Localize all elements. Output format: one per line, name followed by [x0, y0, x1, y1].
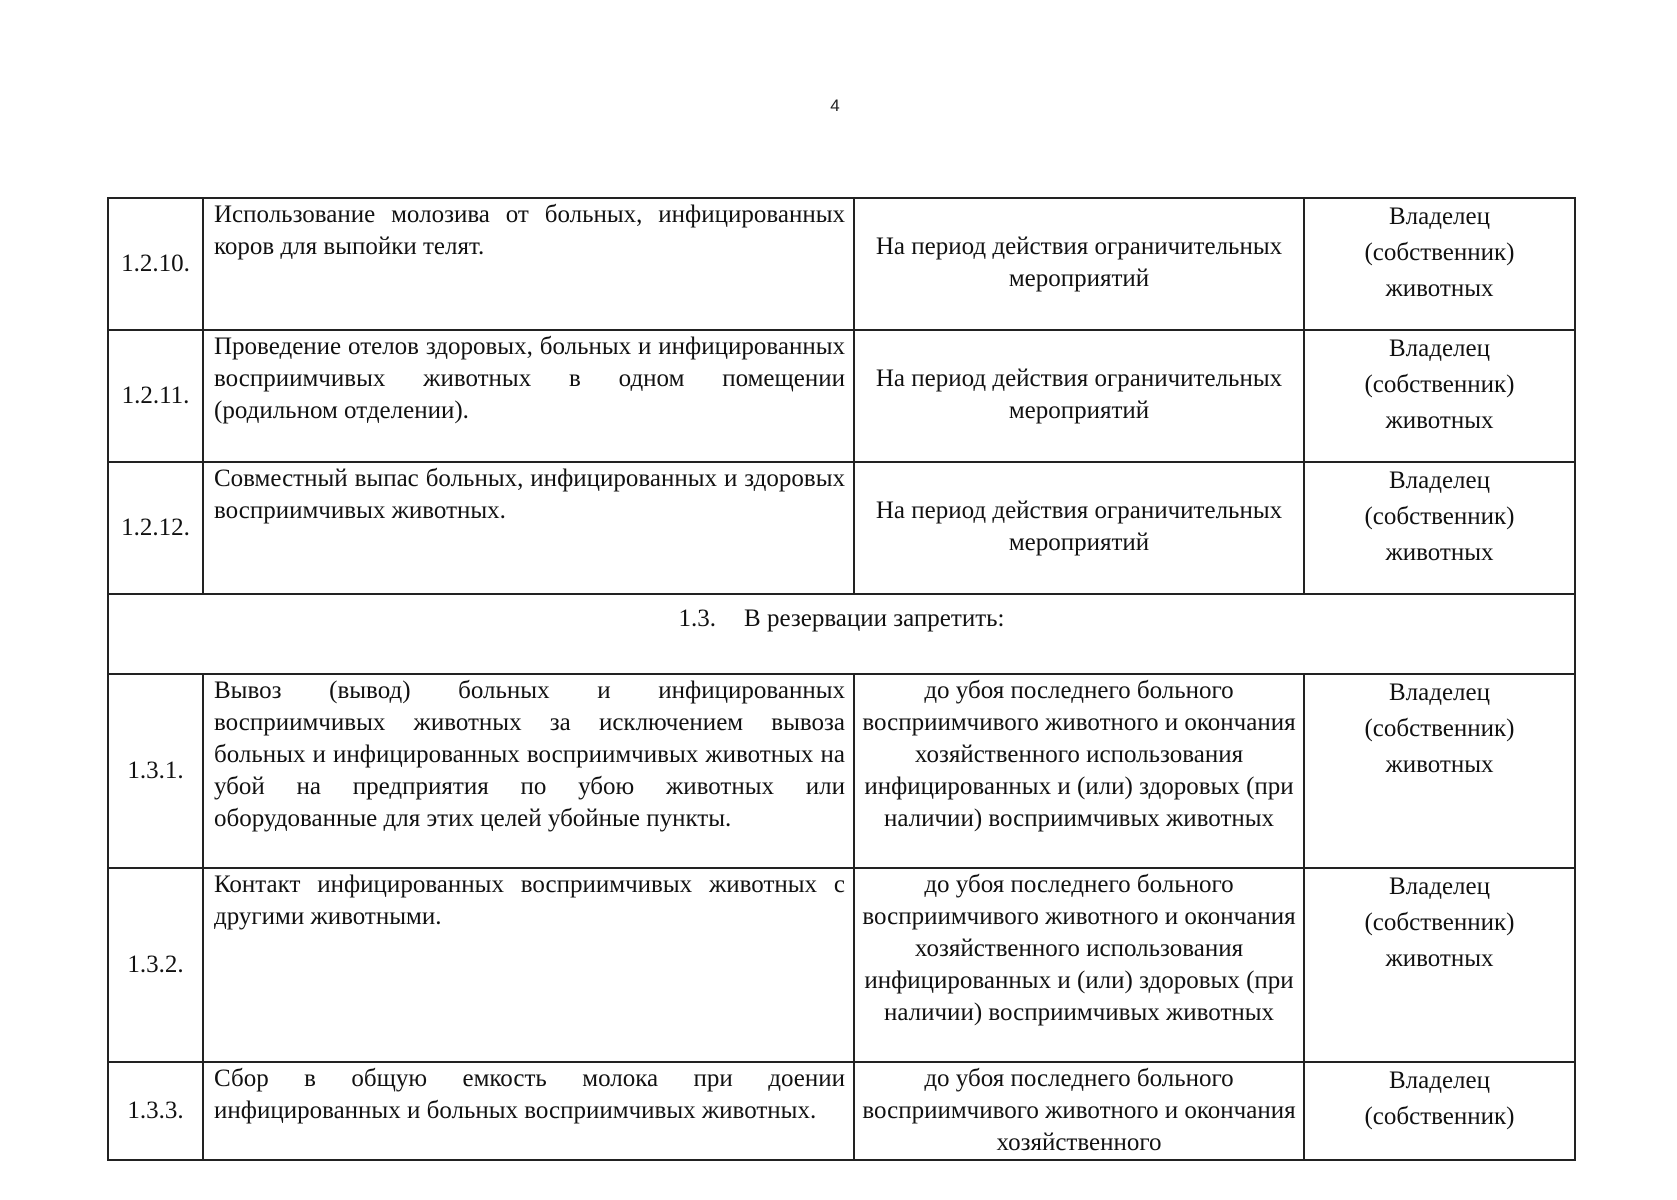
responsible-line: Владелец — [1388, 467, 1490, 494]
responsible-line: животных — [1385, 751, 1494, 778]
row-term-text: На период действия ограничительных мероприятий — [875, 365, 1283, 424]
row-description: Проведение отелов здоровых, больных и инфицированных восприимчивых животных в одном помещении (родильном отделении). — [203, 330, 854, 462]
row-number: 1.3.3. — [108, 1062, 203, 1160]
row-responsible — [1304, 462, 1575, 594]
row-number: 1.2.12. — [108, 462, 203, 594]
row-number: 1.3.2. — [108, 868, 203, 1062]
section-number: 1.3. — [678, 605, 717, 632]
row-description: Совместный выпас больных, инфицированных и здоровых восприимчивых животных. — [203, 462, 854, 594]
row-term — [854, 462, 1304, 594]
measures-table — [107, 197, 1576, 1161]
row-description: Контакт инфицированных восприимчивых животных с другими животными. — [203, 868, 854, 1062]
table-row — [108, 330, 1575, 462]
row-responsible — [1304, 868, 1575, 1062]
responsible-line: Владелец — [1388, 679, 1490, 706]
responsible-line: (собственник) — [1364, 715, 1515, 742]
row-term — [854, 330, 1304, 462]
row-responsible — [1304, 198, 1575, 330]
table-row — [108, 674, 1575, 868]
row-description: Вывоз (вывод) больных и инфицированных восприимчивых животных за исключением вывоза больных и инфицированных восприимчивых животных на убой на предприятия по убою животных или оборудованные для этих целей убойные пункты. — [203, 674, 854, 868]
table-row — [108, 1062, 1575, 1160]
row-responsible — [1304, 1062, 1575, 1160]
responsible-line: (собственник) — [1364, 371, 1515, 398]
responsible-line: животных — [1385, 275, 1494, 302]
row-term-text: На период действия ограничительных мероприятий — [875, 233, 1283, 292]
page-number: 4 — [830, 96, 840, 115]
responsible-line: животных — [1385, 945, 1494, 972]
row-term: до убоя последнего больного восприимчивого животного и окончания хозяйственного — [854, 1062, 1304, 1160]
row-responsible — [1304, 330, 1575, 462]
responsible-line: Владелец — [1388, 1067, 1490, 1094]
row-number: 1.3.1. — [108, 674, 203, 868]
responsible-line: животных — [1385, 407, 1494, 434]
responsible-line: животных — [1385, 539, 1494, 566]
row-number: 1.2.11. — [108, 330, 203, 462]
responsible-line: (собственник) — [1364, 1103, 1515, 1130]
row-number: 1.2.10. — [108, 198, 203, 330]
table-row — [108, 462, 1575, 594]
row-responsible — [1304, 674, 1575, 868]
row-term: до убоя последнего больного восприимчивого животного и окончания хозяйственного использования инфицированных и (или) здоровых (при наличии) восприимчивых животных — [854, 674, 1304, 868]
section-row — [108, 594, 1575, 674]
responsible-line: Владелец — [1388, 203, 1490, 230]
responsible-line: (собственник) — [1364, 503, 1515, 530]
responsible-line: (собственник) — [1364, 239, 1515, 266]
row-term-text: На период действия ограничительных мероприятий — [875, 497, 1283, 556]
row-description: Использование молозива от больных, инфицированных коров для выпойки телят. — [203, 198, 854, 330]
row-description: Сбор в общую емкость молока при доении инфицированных и больных восприимчивых животных. — [203, 1062, 854, 1160]
row-term — [854, 198, 1304, 330]
responsible-line: (собственник) — [1364, 909, 1515, 936]
section-heading — [108, 594, 1575, 674]
table-row — [108, 198, 1575, 330]
responsible-line: Владелец — [1388, 873, 1490, 900]
table-row — [108, 868, 1575, 1062]
section-title: В резервации запретить: — [744, 605, 1005, 632]
responsible-line: Владелец — [1388, 335, 1490, 362]
row-term: до убоя последнего больного восприимчивого животного и окончания хозяйственного использования инфицированных и (или) здоровых (при наличии) восприимчивых животных — [854, 868, 1304, 1062]
